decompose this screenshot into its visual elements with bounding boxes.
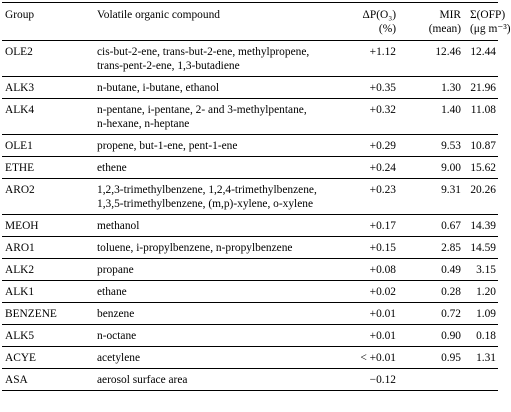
cell-group: ETHE [5,162,35,174]
cell-voc [94,215,315,237]
cell-ofp: 14.39 [470,220,496,232]
cell-mir: 9.53 [441,140,461,152]
cell-delta-p: +0.29 [369,140,396,152]
cell-ofp: 14.59 [470,242,496,254]
cell-delta-p: < +0.01 [360,352,396,364]
cell-voc [94,99,315,135]
cell-mir: 1.30 [441,82,461,94]
cell-voc [94,325,315,347]
table-row [2,179,498,215]
voc-line: acetylene [97,352,140,364]
cell-group: BENZENE [5,308,57,320]
cell-delta-p: +0.17 [369,220,396,232]
cell-group: ALK1 [5,286,35,298]
cell-mir: 9.31 [441,184,461,196]
header-mir-line1: MIR [439,9,461,21]
cell-group: MEOH [5,220,39,232]
cell-ofp: 10.87 [470,140,496,152]
cell-mir: 9.00 [441,162,461,174]
table-row [2,77,498,99]
voc-line: toluene, i-propylbenzene, n-propylbenzene [97,242,293,254]
cell-ofp: 1.20 [476,286,496,298]
table-row [2,99,498,135]
cell-group: ACYE [5,352,37,364]
voc-ozone-table [2,2,511,391]
voc-line: n-octane [97,330,137,342]
voc-line: ethane [97,286,127,298]
cell-voc [94,77,315,99]
header-mir-line2: (mean) [428,23,461,35]
table-row [2,135,498,157]
cell-delta-p: +0.08 [369,264,396,276]
table-body [2,41,498,391]
voc-line: propene, but-1-ene, pent-1-ene [97,140,238,152]
voc-line: propane [97,264,134,276]
cell-group: ALK4 [5,104,35,116]
cell-mir: 0.67 [441,220,461,232]
header-ofp-line1: Σ(OFP) [470,9,506,21]
cell-mir: 2.85 [441,242,461,254]
cell-group: ARO2 [5,184,35,196]
header-delta-p-line2: (%) [378,23,396,35]
cell-voc [94,41,315,77]
header-group [2,3,94,41]
cell-voc [94,179,315,215]
voc-line: aerosol surface area [97,374,188,386]
cell-ofp: 20.26 [470,184,496,196]
cell-delta-p: −0.12 [369,374,396,386]
header-delta-p-line1: ΔP(O₃) [362,9,396,21]
voc-line: n-pentane, i-pentane, 2- and 3-methylpentane, [97,104,307,116]
cell-mir: 0.72 [441,308,461,320]
cell-ofp: 21.96 [470,82,496,94]
voc-line: methanol [97,220,140,232]
voc-line: trans-pent-2-ene, 1,3-butadiene [97,60,240,72]
cell-group: ASA [5,374,28,386]
header-delta-p [315,3,408,41]
table-row [2,369,498,391]
cell-ofp: 15.62 [470,162,496,174]
cell-ofp: 1.09 [476,308,496,320]
cell-ofp: 0.18 [476,330,496,342]
cell-mir: 0.95 [441,352,461,364]
cell-voc [94,303,315,325]
header-voc-label: Volatile organic compound [97,9,220,21]
table-row [2,303,498,325]
cell-delta-p: +0.02 [369,286,396,298]
cell-group: ALK2 [5,264,35,276]
cell-voc [94,135,315,157]
cell-voc [94,237,315,259]
voc-line: n-hexane, n-heptane [97,118,190,130]
table-row [2,259,498,281]
header-ofp-line2: (μg m⁻³) [470,23,511,35]
header-group-label: Group [5,9,35,21]
voc-line: ethene [97,162,127,174]
table-row [2,237,498,259]
cell-delta-p: +0.24 [369,162,396,174]
header-voc [94,3,315,41]
header-ofp [467,3,511,41]
cell-delta-p: +0.35 [369,82,396,94]
cell-group: OLE2 [5,46,33,58]
cell-voc [94,347,315,369]
voc-line: 1,3,5-trimethylbenzene, (m,p)-xylene, o-xylene [97,198,314,210]
cell-mir: 0.28 [441,286,461,298]
header-row [2,3,498,41]
cell-mir: 0.49 [441,264,461,276]
cell-mir: 1.40 [441,104,461,116]
voc-line: cis-but-2-ene, trans-but-2-ene, methylpropene, [97,46,310,58]
cell-group: ARO1 [5,242,35,254]
table-row [2,157,498,179]
cell-delta-p: +1.12 [369,46,396,58]
cell-delta-p: +0.01 [369,330,396,342]
cell-mir: 0.90 [441,330,461,342]
table-row [2,215,498,237]
voc-line: 1,2,3-trimethylbenzene, 1,2,4-trimethylbenzene, [97,184,317,196]
cell-voc [94,259,315,281]
cell-ofp: 3.15 [476,264,496,276]
cell-voc [94,281,315,303]
cell-voc [94,157,315,179]
cell-mir [408,369,467,391]
voc-line: n-butane, i-butane, ethanol [97,82,220,94]
table-header [2,3,511,41]
cell-ofp: 11.08 [470,104,496,116]
cell-delta-p: +0.23 [369,184,396,196]
cell-group: ALK3 [5,82,35,94]
cell-ofp: 12.44 [470,46,496,58]
cell-voc [94,369,315,391]
table-row [2,41,498,77]
cell-group: ALK5 [5,330,35,342]
cell-delta-p: +0.01 [369,308,396,320]
cell-ofp: 1.31 [476,352,496,364]
cell-mir: 12.46 [435,46,461,58]
table-row [2,325,498,347]
header-mir [408,3,467,41]
cell-ofp [467,369,498,391]
voc-line: benzene [97,308,135,320]
cell-delta-p: +0.32 [369,104,396,116]
cell-group: OLE1 [5,140,33,152]
table-row [2,347,498,369]
cell-delta-p: +0.15 [369,242,396,254]
table-row [2,281,498,303]
